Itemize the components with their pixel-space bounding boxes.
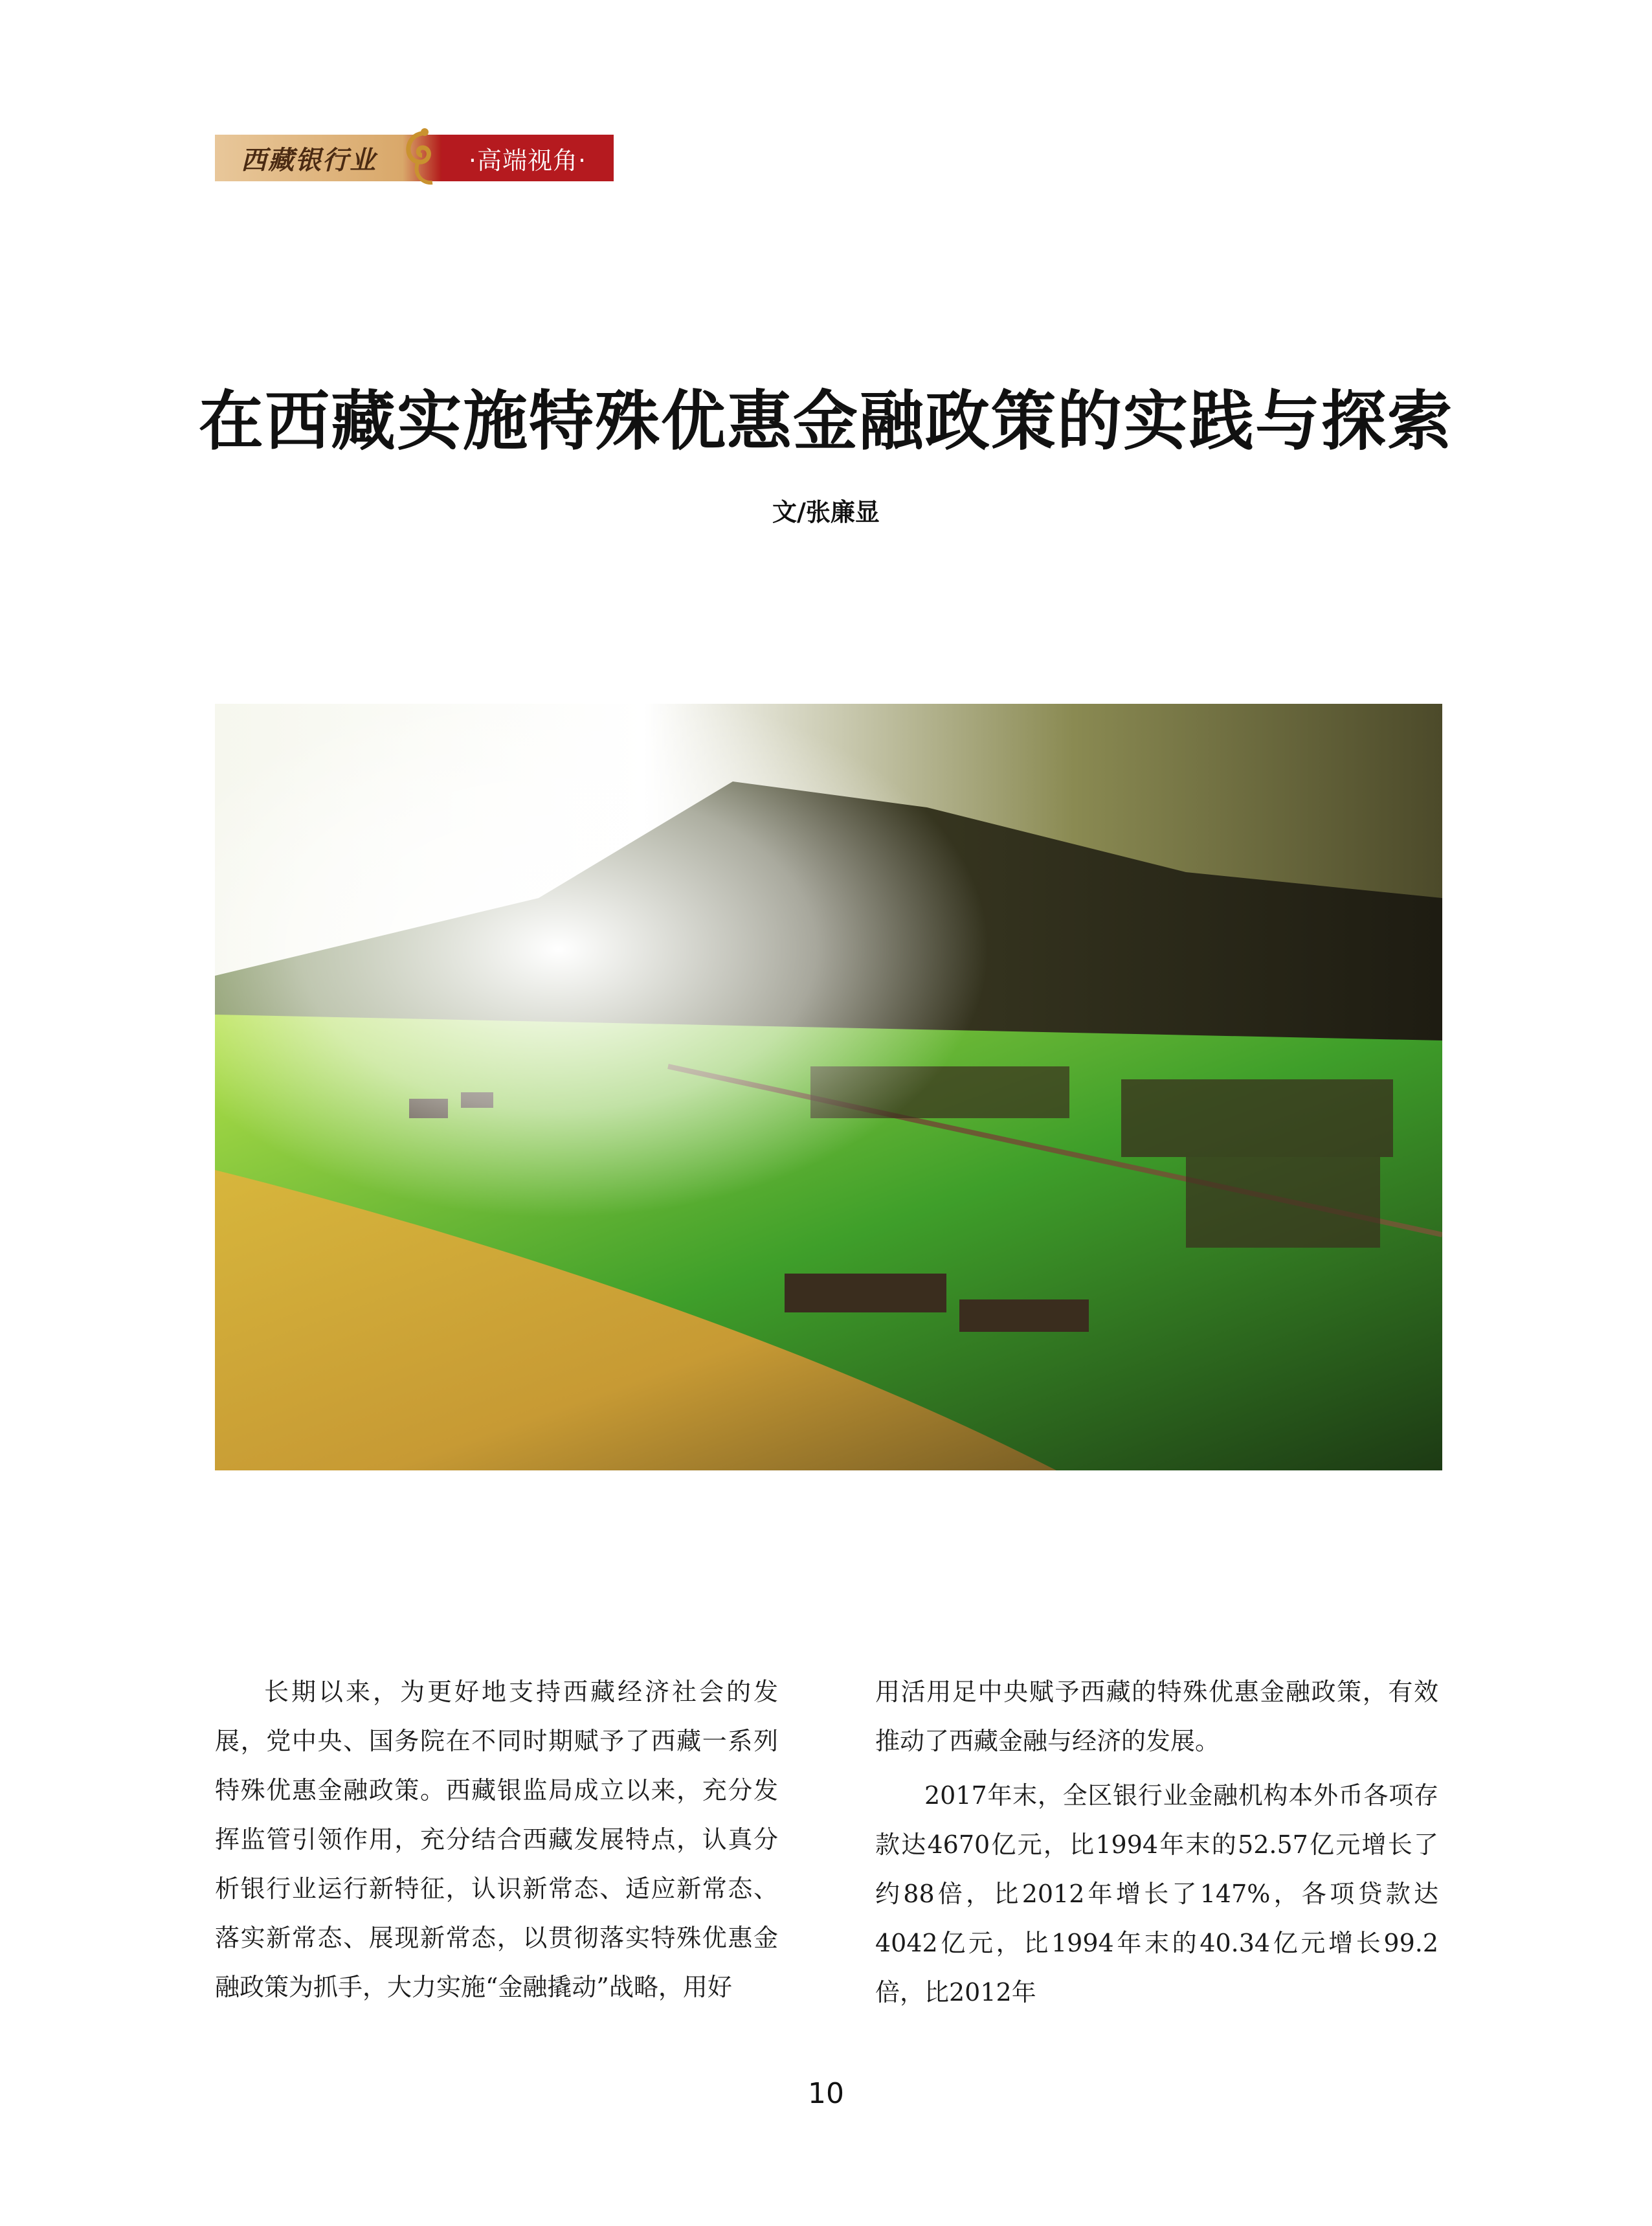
column-name: 西藏银行业 xyxy=(215,135,403,181)
paragraph: 长期以来，为更好地支持西藏经济社会的发展，党中央、国务院在不同时期赋予了西藏一系列特殊优惠金融政策。西藏银监局成立以来，充分发挥监管引领作用，充分结合西藏发展特点，认真分析银行业运行新特征，认识新常态、适应新常态、落实新常态、展现新常态，以贯彻落实特殊优惠金融政策为抓手，大力实施“金融撬动”战略，用好 xyxy=(215,1678,778,2001)
body-right-column xyxy=(875,1667,1438,2022)
paragraph: 用活用足中央赋予西藏的特殊优惠金融政策，有效推动了西藏金融与经济的发展。 xyxy=(875,1678,1438,1755)
section-label: ·高端视角· xyxy=(441,135,614,181)
paragraph: 2017年末，全区银行业金融机构本外币各项存款达4670亿元，比1994年末的52.57亿元增长了约88倍，比2012年增长了147%，各项贷款达4042亿元，比1994年末的40.34亿元增长99.2倍，比2012年 xyxy=(875,1781,1438,2007)
body-left-column xyxy=(215,1667,778,2017)
article-author: 文/张廉显 xyxy=(772,498,880,526)
tibet-valley-landscape-photo xyxy=(215,704,1442,1470)
page-number: 10 xyxy=(808,2077,844,2110)
article-title: 在西藏实施特殊优惠金融政策的实践与探索 xyxy=(199,383,1453,459)
column-banner xyxy=(215,135,614,181)
swirl-ornament-icon xyxy=(403,135,441,181)
